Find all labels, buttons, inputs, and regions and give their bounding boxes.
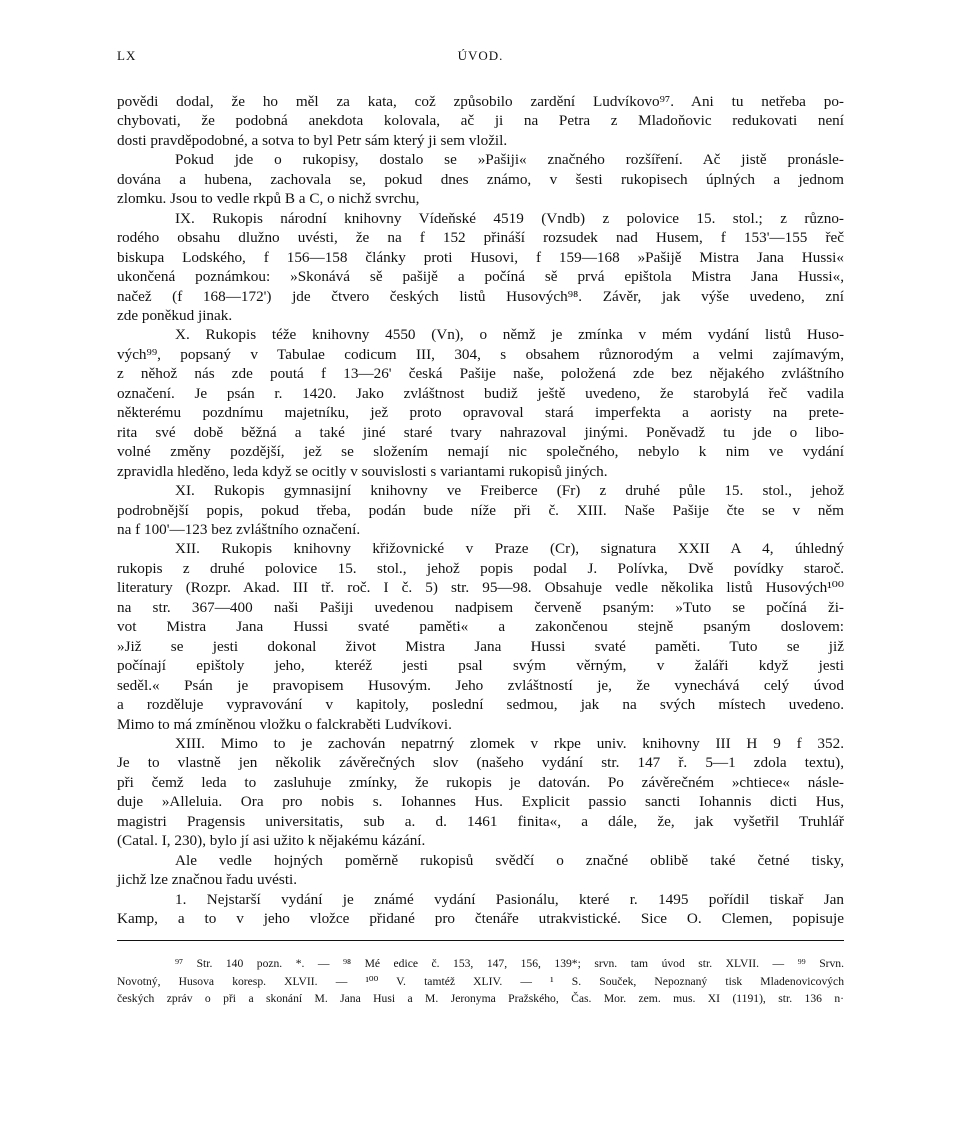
text-line: povědi dodal, že ho měl za kata, což způsobilo zardění Ludvíkovo⁹⁷. Ani tu netřeba po-	[117, 93, 844, 110]
text-line: Kamp, a to v jeho vložce přidané pro čtenáře utrakvistické. Sice O. Clemen, popisuje	[117, 910, 844, 928]
text-line: biskupa Lodského, f 156—158 články proti Husovi, f 159—168 »Pašijě Mistra Jana Hussi«	[117, 248, 844, 266]
text-line: vot Mistra Jana Hussi svaté paměti« a zakončenou stejně psaným doslovem:	[117, 618, 844, 636]
text-line: Mimo to má zmíněnou vložku o falckraběti Ludvíkovi.	[117, 715, 452, 733]
text-line: vých⁹⁹, popsaný v Tabulae codicum III, 304, s obsahem různorodým a velmi zajímavým,	[117, 345, 844, 363]
text-line: ukončená poznámkou: »Skonává sě pašijě a počíná sě prvá epištola Mistra Jana Hussi«,	[117, 268, 844, 286]
text-line: 1. Nejstarší vydání je známé vydání Pasionálu, které r. 1495 pořídil tiskař Jan	[175, 890, 844, 908]
page-header	[117, 48, 844, 70]
text-line: rukopis z druhé polovice 15. stol., jehož popis podal J. Polívka, Dvě povídky staroč.	[117, 559, 844, 577]
text-line: XI. Rukopis gymnasijní knihovny ve Freiberce (Fr) z druhé půle 15. stol., jehož	[175, 482, 844, 500]
page-number: LX	[117, 48, 137, 63]
text-line: na f 100'—123 bez zvláštního označení.	[117, 520, 361, 538]
footnote-line: Novotný, Husova koresp. XLVII. — ¹⁰⁰ V. tamtéž XLIV. — ¹ S. Souček, Nepoznaný tisk Mladenovicových	[117, 974, 844, 988]
text-line: a rozděluje vypravování v kapitoly, poslední sedmou, jak na svých místech uvedeno.	[117, 696, 844, 714]
text-line: Ale vedle hojných poměrně rukopisů svědčí o značné oblibě také četné tisky,	[175, 851, 844, 869]
footnote-separator	[117, 940, 844, 941]
text-line: některému pozdnímu majetníku, jež proto opravoval stará imperfekta a aoristy na prete-	[117, 404, 844, 422]
text-line: při čemž leda to zasluhuje zmínky, že rukopis je datován. Po závěrečném »chtiece« násle-	[117, 773, 844, 791]
book-page	[117, 48, 844, 1008]
text-line: Pokud jde o rukopisy, dostalo se »Pašiji« značného rozšíření. Ač jistě pronásle-	[175, 151, 844, 169]
text-line: z něhož nás zde poutá f 13—26' česká Pašije naše, položená zde bez nějakého zvláštního	[117, 365, 844, 383]
text-line: zpravidla hleděno, leda když se ocitly v souvislosti s variantami rukopisů jiných.	[117, 462, 608, 480]
text-line: dosti pravděpodobné, a sotva to byl Petr sám který ji sem vložil.	[117, 131, 508, 149]
footnote-line: českých zpráv o při a skonání M. Jana Husi a M. Jeronyma Pražského, Čas. Mor. zem. mus. XI (1191), str. 136 n·	[117, 992, 844, 1006]
text-line: rita své době běžná a také jiné staré tvary nahrazoval jinými. Poněvadž tu jde o libo-	[117, 423, 844, 441]
text-line: označení. Je psán r. 1420. Jako zvláštnost budiž ještě uvedeno, že starobylá řeč vadila	[117, 384, 844, 402]
text-line: zlomku. Jsou to vedle rkpů B a C, o nichž svrchu,	[117, 190, 420, 208]
text-line: XII. Rukopis knihovny křižovnické v Praze (Cr), signatura XXII A 4, úhledný	[175, 540, 844, 558]
text-line: seděl.« Psán je pravopisem Husovým. Jeho zvláštností je, že vynechává celý úvod	[117, 676, 844, 694]
text-line: načež (f 168—172') jde čtvero českých listů Husových⁹⁸. Závěr, jak výše uvedeno, zní	[117, 287, 844, 305]
text-line: IX. Rukopis národní knihovny Vídeňské 4519 (Vndb) z polovice 15. stol.; z různo-	[175, 209, 844, 227]
text-line: (Catal. I, 230), bylo jí asi užito k nějakému kázání.	[117, 832, 426, 850]
text-line: X. Rukopis téže knihovny 4550 (Vn), o němž je zmínka v mém vydání listů Huso-	[175, 326, 844, 344]
text-line: jichž lze značnou řadu uvésti.	[117, 871, 298, 889]
text-line: Je to vlastně jen několik závěrečných slov (našeho vydání str. 147 ř. 5—1 zdola textu),	[117, 754, 844, 772]
text-line: XIII. Mimo to je zachován nepatrný zlomek v rkpe univ. knihovny III H 9 f 352.	[175, 734, 844, 752]
text-line: podrobnější popis, pokud třeba, podán bude níže při č. XIII. Naše Pašije čte se v něm	[117, 501, 844, 519]
text-line: literatury (Rozpr. Akad. III tř. roč. I č. 5) str. 95—98. Obsahuje vedle několika listů Husových¹⁰⁰	[117, 579, 844, 597]
footnote-line: ⁹⁷ Str. 140 pozn. *. — ⁹⁸ Mé edice č. 153, 147, 156, 139*; srvn. tam úvod str. XLVII. — ⁹⁹ Srvn.	[175, 957, 844, 971]
text-line: zde poněkud jinak.	[117, 306, 233, 324]
footnotes	[117, 955, 844, 1007]
text-line: volné změny pozdější, jež se složením nemají nic společného, nebylo k nim ve vydání	[117, 443, 844, 461]
text-line: dována a hubena, zachovala se, pokud dnes známo, v šesti rukopisech úplných a jednom	[117, 170, 844, 188]
text-line: na str. 367—400 naši Pašiji uvedenou nadpisem červeně psaným: »Tuto se počíná ži-	[117, 598, 844, 616]
main-text	[117, 92, 844, 928]
running-title: ÚVOD.	[457, 48, 504, 63]
text-line: počínají epištoly jeho, kteréž jesti psal svým věrným, v žaláři když jesti	[117, 657, 844, 675]
text-line: magistri Pragensis universitatis, sub a. d. 1461 finita«, a dále, že, jak vyšetřil Truhlář	[117, 812, 844, 830]
text-line: »Již se jesti dokonal život Mistra Jana Hussi svaté paměti. Tuto se již	[117, 637, 844, 655]
text-line: duje »Alleluia. Ora pro nobis s. Iohannes Hus. Explicit passio sancti Iohannis dicti Hus,	[117, 793, 844, 811]
text-line: chybovati, že podobná anekdota kolovala, ač ji na Petra z Mladoňovic redukovati není	[117, 112, 844, 130]
text-line: rodého obsahu dlužno uvésti, že na f 152 přináší rozsudek nad Husem, f 153'—155 řeč	[117, 229, 844, 247]
